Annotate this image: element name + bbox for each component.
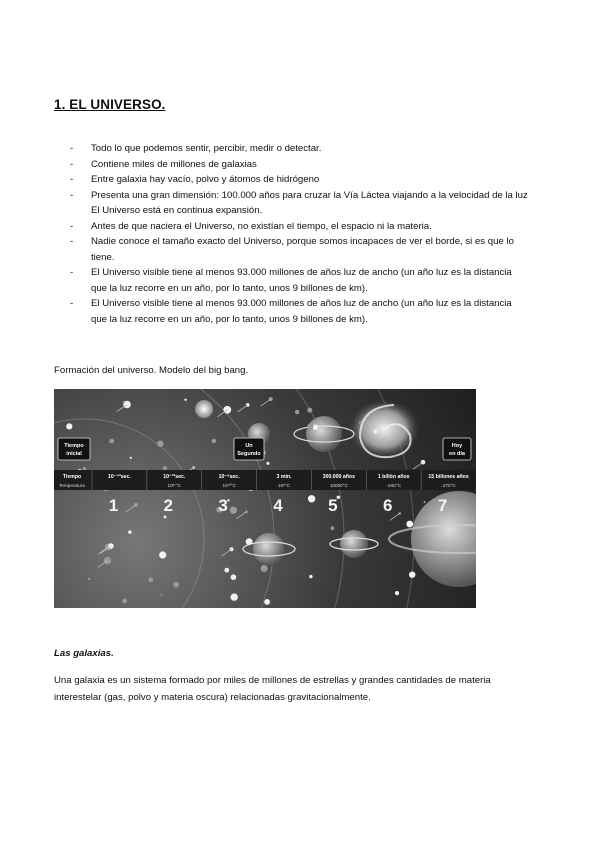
- particle-trail: [98, 561, 108, 568]
- label-second: [234, 438, 264, 460]
- particle: [223, 406, 231, 414]
- bullet-text-line: El Universo está en continua expansión.: [91, 205, 263, 216]
- bullet-item: [70, 265, 540, 296]
- galaxy-paragraph: [54, 672, 524, 706]
- label-second-line2: Segundo: [237, 451, 261, 457]
- particle: [130, 457, 132, 459]
- stage-temperature: 10¹³°C: [222, 483, 236, 488]
- stage-time: 15 billones años: [428, 474, 469, 480]
- label-second-line1: Un: [245, 443, 253, 449]
- particle: [424, 501, 426, 503]
- paragraph-line: Una galaxia es un sistema formado por miles de millones de estrellas y grandes cantidades de materia: [54, 675, 491, 686]
- timeline-row-head-time: Tiempo: [62, 474, 82, 480]
- big-bang-illustration: [54, 389, 476, 608]
- bullet-dash: -: [70, 298, 74, 309]
- particle: [246, 538, 253, 545]
- particle: [423, 520, 427, 524]
- bullet-item: [70, 219, 540, 235]
- particle: [261, 565, 268, 572]
- stage-temperature: 10⁸°C: [277, 483, 291, 488]
- stage-time: 1 billón años: [377, 474, 410, 480]
- stage-number: 2: [163, 496, 174, 515]
- particle: [295, 410, 299, 414]
- bullet-dash: -: [70, 158, 74, 170]
- figure-caption: Formación del universo. Modelo del big bang.: [54, 365, 249, 376]
- particle: [307, 423, 313, 429]
- expansion-arc: [54, 389, 344, 608]
- particle-trail: [222, 549, 232, 556]
- bullet-text-line: Contiene miles de millones de galaxias: [91, 158, 257, 170]
- bullet-text-line: tiene.: [91, 251, 115, 263]
- particle-trail: [117, 405, 127, 412]
- particle: [83, 467, 86, 470]
- stage-temperature: 10²⁷°C: [167, 483, 182, 488]
- bullet-dash: -: [70, 174, 74, 185]
- bullet-text-line: Todo lo que podemos sentir, percibir, medir o detectar.: [91, 143, 322, 154]
- particle: [109, 439, 114, 444]
- particle-trail: [98, 547, 108, 554]
- particle: [123, 401, 125, 403]
- particle: [374, 430, 378, 434]
- stage-number: 3: [218, 496, 228, 515]
- bullet-text-line: que la luz recorre en un año, por lo tanto, unos 9 billones de km).: [91, 313, 368, 325]
- particle: [148, 577, 153, 582]
- particle-trail: [126, 505, 136, 512]
- particle: [157, 441, 163, 447]
- label-today-line2: en día: [449, 451, 465, 457]
- particle: [159, 551, 166, 558]
- timeline-band: [54, 470, 476, 490]
- particle: [164, 516, 167, 519]
- stage-time: 10⁻⁴³sec.: [107, 474, 131, 480]
- stage-time: 3 min.: [276, 474, 292, 480]
- particle: [212, 439, 216, 443]
- particle: [163, 466, 167, 470]
- particle: [266, 462, 269, 465]
- particle: [395, 591, 399, 595]
- particle-trail: [238, 405, 248, 412]
- particle: [406, 521, 413, 528]
- particle: [224, 568, 229, 573]
- particle: [264, 599, 270, 605]
- stage-time: 10⁻⁶sec.: [218, 474, 240, 480]
- particle: [409, 572, 415, 578]
- stage-temperature: 10000°C: [329, 483, 348, 488]
- particle: [173, 582, 179, 588]
- particle-trail: [236, 512, 246, 519]
- particle: [160, 594, 162, 596]
- bullet-text-line: Antes de que naciera el Universo, no existían el tiempo, el espacio ni la materia.: [91, 220, 432, 232]
- particle: [104, 557, 111, 564]
- stage-time: 10⁻³²sec.: [163, 474, 186, 480]
- big-bang-figure: [54, 389, 476, 608]
- particle: [128, 530, 131, 533]
- stage-number: 7: [437, 496, 448, 515]
- label-start-line2: inicial: [66, 451, 82, 457]
- stage-temperature: -270°C: [441, 483, 456, 488]
- bullet-dash: -: [70, 236, 74, 247]
- paragraph-line: interestelar (gas, polvo y materia oscura) relacionadas gravitacionalmente.: [54, 692, 371, 703]
- bullet-text-line: Nadie conoce el tamaño exacto del Universo, porque somos incapaces de ver el borde, si es que lo: [91, 236, 514, 247]
- section-subheading: Las galaxias.: [54, 648, 114, 659]
- bullet-text-line: El Universo visible tiene al menos 93.000 millones de años luz de ancho (un año luz es la distancia: [91, 267, 512, 278]
- bullet-dash: -: [70, 220, 74, 232]
- bullet-item: [70, 172, 540, 188]
- bullet-text-line: que la luz recorre en un año, por lo tanto, unos 9 billones de km).: [91, 282, 368, 294]
- particle: [231, 593, 238, 600]
- bullet-dash: -: [70, 267, 74, 278]
- particle: [331, 526, 335, 530]
- timeline-row-head-temp: Temperatura: [59, 483, 85, 488]
- bullet-text-line: El Universo visible tiene al menos 93.000 millones de años luz de ancho (un año luz es la distancia: [91, 298, 512, 309]
- bullet-item: [70, 296, 540, 327]
- stage-number: 1: [108, 496, 119, 515]
- particle: [88, 578, 90, 580]
- bullet-item: [70, 188, 540, 219]
- label-start: [58, 438, 90, 460]
- particle: [307, 408, 312, 413]
- atom-cluster: [340, 530, 368, 558]
- stage-number: 5: [328, 496, 338, 515]
- particle: [308, 495, 315, 502]
- label-start-line1: Tiempo: [64, 443, 84, 449]
- atom-cluster: [253, 533, 285, 565]
- bullet-item: [70, 234, 540, 265]
- particle: [195, 400, 213, 418]
- particle: [184, 399, 186, 401]
- particle: [66, 423, 72, 429]
- stage-temperature: -200°C: [386, 483, 401, 488]
- particle-trail: [413, 462, 423, 469]
- particle: [230, 507, 237, 514]
- bullet-item: [70, 141, 540, 157]
- stage-number: 6: [382, 496, 393, 515]
- label-today: [443, 438, 471, 460]
- atom-cluster: [306, 416, 342, 452]
- bullet-dash: -: [70, 143, 74, 154]
- stage-time: 300.000 años: [322, 474, 356, 480]
- particle: [231, 574, 237, 580]
- bullet-text-line: Presenta una gran dimensión: 100.000 años para cruzar la Vía Láctea viajando a la velocidad de la luz: [91, 189, 528, 201]
- label-today-line1: Hoy: [451, 443, 463, 449]
- page-title: 1. EL UNIVERSO.: [54, 97, 166, 112]
- stage-number: 4: [273, 496, 283, 515]
- bullet-text-line: Entre galaxia hay vacío, polvo y átomos de hidrógeno: [91, 174, 320, 185]
- particle-trail: [261, 399, 271, 406]
- bullet-dash: -: [70, 189, 74, 201]
- particle: [309, 575, 312, 578]
- particle: [359, 421, 362, 424]
- particle: [313, 425, 318, 430]
- bullet-item: [70, 157, 540, 173]
- bullet-list: [70, 141, 540, 327]
- particle: [122, 599, 127, 604]
